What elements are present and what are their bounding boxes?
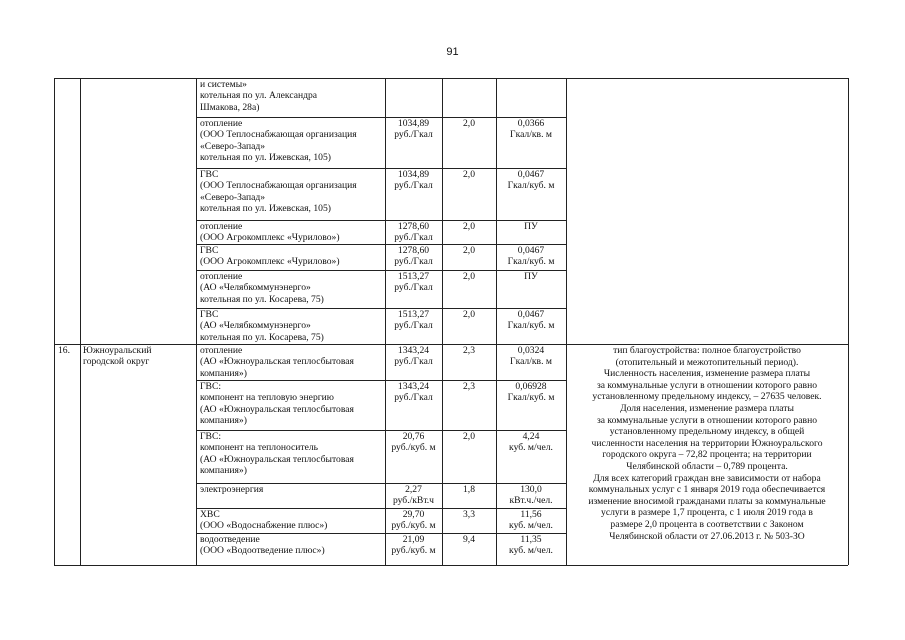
top-row-volume: 0,0467 xyxy=(517,245,545,256)
s16-row-tariff: руб./кВт.ч xyxy=(392,495,435,507)
top-row-volume: 0,0366 xyxy=(517,118,545,129)
top-row-service-line: котельная по ул. Ижевская, 105) xyxy=(200,151,331,163)
top-row-tariff: 1513,27 xyxy=(397,309,430,320)
top-row-service-line: отопление xyxy=(200,221,243,232)
section16-description xyxy=(568,345,846,542)
s16-row-service-line: компания») xyxy=(200,414,247,426)
description-line: Для всех категорий граждан вне зависимости от набора xyxy=(593,472,821,484)
s16-row-tariff: руб./куб. м xyxy=(391,545,436,557)
top-row-tariff: руб./Гкал xyxy=(394,232,433,244)
top-row-tariff: руб./Гкал xyxy=(394,320,433,332)
top-row-service-line: (АО «Челябкоммунэнерго» xyxy=(200,320,311,332)
s16-row-volume: Гкал/кв. м xyxy=(510,356,552,368)
top-row-service-line: отопление xyxy=(200,118,243,129)
s16-row-norm: 2,3 xyxy=(463,381,475,392)
description-line: (отопительный и межотопительный период). xyxy=(615,356,799,368)
s16-row-service-line: компания») xyxy=(200,367,247,379)
top-row-service-line: (ООО Теплоснабжающая организация xyxy=(200,180,357,192)
s16-row-norm: 3,3 xyxy=(463,509,475,520)
top-row-volume: Гкал/куб. м xyxy=(507,320,555,332)
top-row-service-line: (АО «Челябкоммунэнерго» xyxy=(200,282,311,294)
description-line: численности населения на территории Южноуральского xyxy=(591,437,823,449)
top-row-volume: 0,0467 xyxy=(517,309,545,320)
s16-row-service-line: компонент на тепловую энергию xyxy=(200,392,334,404)
top-row-service-line: «Северо-Запад» xyxy=(200,191,266,203)
description-line: Численность населения, изменение размера платы xyxy=(603,368,811,380)
s16-row-norm: 2,3 xyxy=(463,345,475,356)
s16-row-volume: кВт.ч./чел. xyxy=(509,495,553,507)
top-row-tariff: 1034,89 xyxy=(397,169,430,180)
s16-row-tariff: 2,27 xyxy=(405,484,422,495)
description-line: изменение вносимой гражданами платы за коммунальные xyxy=(588,495,826,507)
s16-row-norm: 2,0 xyxy=(463,431,475,442)
top-row-service-line: (ООО Агрокомплекс «Чурилово») xyxy=(200,256,340,268)
s16-row-tariff: руб./куб. м xyxy=(391,520,436,532)
top-row-service-line: котельная по ул. Косарева, 75) xyxy=(200,331,324,343)
s16-row-volume: 4,24 xyxy=(522,431,540,442)
s16-row-tariff: 29,70 xyxy=(402,509,425,520)
top-row-service-line: (ООО Агрокомплекс «Чурилово») xyxy=(200,232,340,244)
description-line: Доля населения, изменение размера платы xyxy=(620,402,794,414)
s16-row-volume: Гкал/куб. м xyxy=(507,392,555,404)
top-row-service-line: отопление xyxy=(200,271,243,282)
top-row-volume: ПУ xyxy=(524,221,538,232)
top-row-norm: 2,0 xyxy=(463,309,475,320)
top-row-volume: Гкал/куб. м xyxy=(507,180,555,192)
description-line: за коммунальные услуги в отношении которого равно xyxy=(596,414,818,426)
top-row-tariff: 1278,60 xyxy=(397,221,430,232)
top-row-service-line: ГВС xyxy=(200,309,219,320)
s16-row-service-line: (АО «Южноуральская теплосбытовая xyxy=(200,453,354,465)
top-row-volume: 0,0467 xyxy=(517,169,545,180)
s16-row-service-line: (АО «Южноуральская теплосбытовая xyxy=(200,356,354,368)
section16-number: 16. xyxy=(58,345,70,356)
description-line: размере 2,0 процента в соответствии с Законом xyxy=(610,518,804,530)
s16-row-service-line: (ООО «Водоснабжение плюс») xyxy=(200,520,328,532)
s16-row-volume: 130,0 xyxy=(520,484,542,495)
top-row-service-line: Шмакова, 28а) xyxy=(200,101,260,113)
s16-row-service-line: отопление xyxy=(200,345,243,356)
top-row-tariff: 1513,27 xyxy=(397,271,430,282)
s16-row-volume: куб. м/чел. xyxy=(509,545,553,557)
top-row-norm: 2,0 xyxy=(463,221,475,232)
top-row-norm: 2,0 xyxy=(463,118,475,129)
s16-row-norm: 1,8 xyxy=(463,484,475,495)
top-row-service-line: ГВС xyxy=(200,169,219,180)
s16-row-volume: куб. м/чел. xyxy=(509,442,553,454)
s16-row-service-line: (ООО «Водоотведение плюс») xyxy=(200,545,325,557)
top-row-service-line: и системы» xyxy=(200,79,247,90)
s16-row-volume: 0,0324 xyxy=(517,345,545,356)
top-row-service-line: котельная по ул. Александра xyxy=(200,90,318,102)
s16-row-volume: 11,56 xyxy=(520,509,542,520)
description-line: Челябинской области – 0,789 процента. xyxy=(626,460,788,472)
top-row-tariff: руб./Гкал xyxy=(394,180,433,192)
s16-row-volume: куб. м/чел. xyxy=(509,520,553,532)
top-row-tariff: руб./Гкал xyxy=(394,129,433,141)
s16-row-volume: 0,06928 xyxy=(515,381,547,392)
description-line: тип благоустройства: полное благоустройство xyxy=(613,345,801,356)
section16-district: Южноуральский xyxy=(83,345,152,356)
top-row-tariff: руб./Гкал xyxy=(394,282,433,294)
top-row-norm: 2,0 xyxy=(463,271,475,282)
s16-row-tariff: руб./Гкал xyxy=(394,392,433,404)
s16-row-norm: 9,4 xyxy=(463,534,475,545)
s16-row-service-line: компания») xyxy=(200,464,247,476)
s16-row-service-line: электроэнергия xyxy=(200,484,264,495)
s16-row-service-line: водоотведение xyxy=(200,534,260,545)
s16-row-service-line: ГВС: xyxy=(200,381,222,392)
top-row-tariff: 1034,89 xyxy=(397,118,430,129)
description-line: установленному предельному индексу, в общей xyxy=(609,426,805,438)
description-line: установленному предельному индексу, – 27635 человек. xyxy=(592,391,822,403)
s16-row-tariff: 1343,24 xyxy=(397,345,430,356)
top-row-norm: 2,0 xyxy=(463,169,475,180)
s16-row-service-line: ГВС: xyxy=(200,431,222,442)
description-line: Челябинской области от 27.06.2013 г. № 503-ЗО xyxy=(609,530,805,542)
top-row-volume: Гкал/куб. м xyxy=(507,256,555,268)
s16-row-volume: 11,35 xyxy=(520,534,542,545)
s16-row-tariff: руб./Гкал xyxy=(394,356,433,368)
description-line: городского округа – 72,82 процента; на территории xyxy=(602,449,812,461)
top-row-norm: 2,0 xyxy=(463,245,475,256)
s16-row-service-line: ХВС xyxy=(200,509,220,520)
top-row-tariff: руб./Гкал xyxy=(394,256,433,268)
top-row-service-line: котельная по ул. Ижевская, 105) xyxy=(200,202,331,214)
s16-row-tariff: 1343,24 xyxy=(397,381,430,392)
page-number: 91 xyxy=(446,46,459,58)
description-line: коммунальных услуг с 1 января 2019 года обеспечивается xyxy=(588,484,826,496)
top-row-service-line: котельная по ул. Косарева, 75) xyxy=(200,293,324,305)
top-row-service-line: (ООО Теплоснабжающая организация xyxy=(200,129,357,141)
s16-row-tariff: руб./куб. м xyxy=(391,442,436,454)
s16-row-service-line: (АО «Южноуральская теплосбытовая xyxy=(200,403,354,415)
s16-row-tariff: 21,09 xyxy=(402,534,425,545)
top-row-service-line: ГВС xyxy=(200,245,219,256)
top-row-service-line: «Северо-Запад» xyxy=(200,140,266,152)
s16-row-tariff: 20,76 xyxy=(402,431,425,442)
description-line: услуги в размере 1,7 процента, с 1 июля 2019 года в xyxy=(601,507,813,519)
top-row-volume: ПУ xyxy=(524,271,538,282)
top-row-tariff: 1278,60 xyxy=(397,245,430,256)
top-row-volume: Гкал/кв. м xyxy=(510,129,552,141)
s16-row-service-line: компонент на теплоноситель xyxy=(200,442,319,454)
section16-district: городской округ xyxy=(83,356,150,368)
description-line: за коммунальные услуги в отношении которого равно xyxy=(596,379,818,391)
